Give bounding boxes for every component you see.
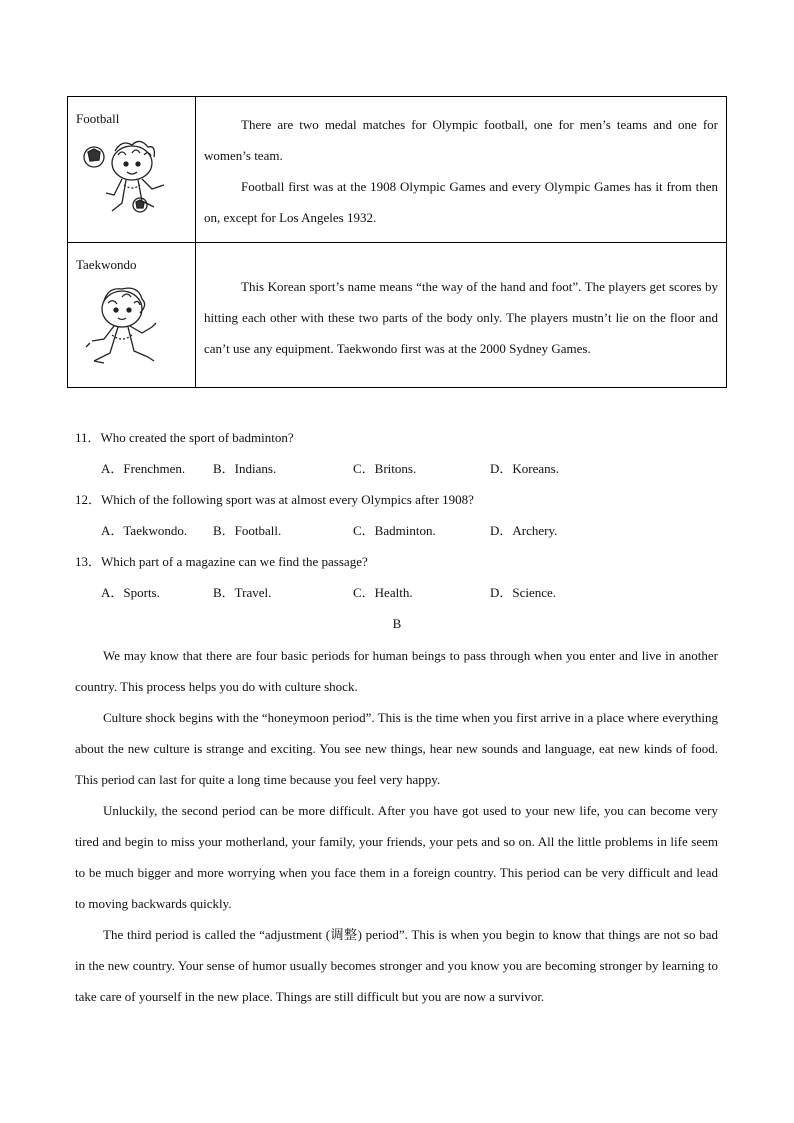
paragraph: Unluckily, the second period can be more difficult. After you have got used to your new life, you can become very tired and begin to miss your motherland, your family, your friends, your pets and so on. All the little problems in life seem to be much bigger and more worrying when you face them in a foreign country. This period can be very difficult and lead to moving backwards quickly.: [75, 803, 718, 911]
option-b: B．Indians.: [213, 461, 277, 476]
sports-table: [67, 96, 727, 388]
question-stem: 12．Which of the following sport was at almost every Olympics after 1908?: [75, 492, 474, 507]
football-mascot-icon: [82, 137, 174, 217]
paragraph: The third period is called the “adjustment (调整) period”. This is when you begin to know that things are not so bad in the new country. Your sense of humor usually becomes stronger and you know you are becoming stronger by learning to take care of yourself in the new place. Things are still difficult but you are now a survivor.: [75, 927, 718, 1004]
paragraph: There are two medal matches for Olympic football, one for men’s teams and one for women’s team.: [204, 117, 718, 163]
option-d: D．Koreans.: [490, 461, 559, 476]
option-c: C．Britons.: [353, 461, 417, 476]
sport-name: Football: [76, 111, 120, 126]
paragraph: Culture shock begins with the “honeymoon period”. This is the time when you first arrive in a place where everything about the new culture is strange and exciting. You see new things, hear new sounds and language, eat new kinds of food. This period can last for quite a long time because you feel very happy.: [75, 710, 718, 787]
question-stem: 11．Who created the sport of badminton?: [75, 430, 294, 445]
sport-cell: [68, 243, 196, 388]
description-cell: [196, 97, 727, 243]
option-a: A．Taekwondo.: [101, 523, 188, 538]
passage-b: [75, 640, 718, 1012]
option-d: D．Archery.: [490, 523, 558, 538]
table-row-football: [68, 97, 727, 243]
description-cell: [196, 243, 727, 388]
paragraph: We may know that there are four basic periods for human beings to pass through when you enter and live in another country. This process helps you do with culture shock.: [75, 648, 718, 694]
description: [204, 97, 718, 233]
option-b: B．Travel.: [213, 585, 272, 600]
option-c: C．Health.: [353, 585, 413, 600]
paragraph: This Korean sport’s name means “the way of the hand and foot”. The players get scores by hitting each other with these two parts of the body only. The players mustn’t lie on the floor and can’t use any equipment. Taekwondo first was at the 2000 Sydney Games.: [204, 279, 718, 356]
paragraph: Football first was at the 1908 Olympic Games and every Olympic Games has it from then on, except for Los Angeles 1932.: [204, 179, 718, 225]
question-stem: 13．Which part of a magazine can we find the passage?: [75, 554, 368, 569]
option-a: A．Sports.: [101, 585, 160, 600]
option-row: [75, 515, 735, 546]
description: [204, 243, 718, 364]
sport-cell: [68, 97, 196, 243]
taekwondo-mascot-icon: [82, 283, 162, 367]
option-row: [75, 577, 735, 608]
option-d: D．Science.: [490, 585, 557, 600]
section-heading: B: [392, 616, 402, 631]
question-list: [75, 422, 735, 608]
option-row: [75, 453, 735, 484]
option-b: B．Football.: [213, 523, 282, 538]
option-a: A．Frenchmen.: [101, 461, 186, 476]
option-c: C．Badminton.: [353, 523, 436, 538]
table-row-taekwondo: [68, 243, 727, 388]
sport-name: Taekwondo: [76, 257, 137, 272]
